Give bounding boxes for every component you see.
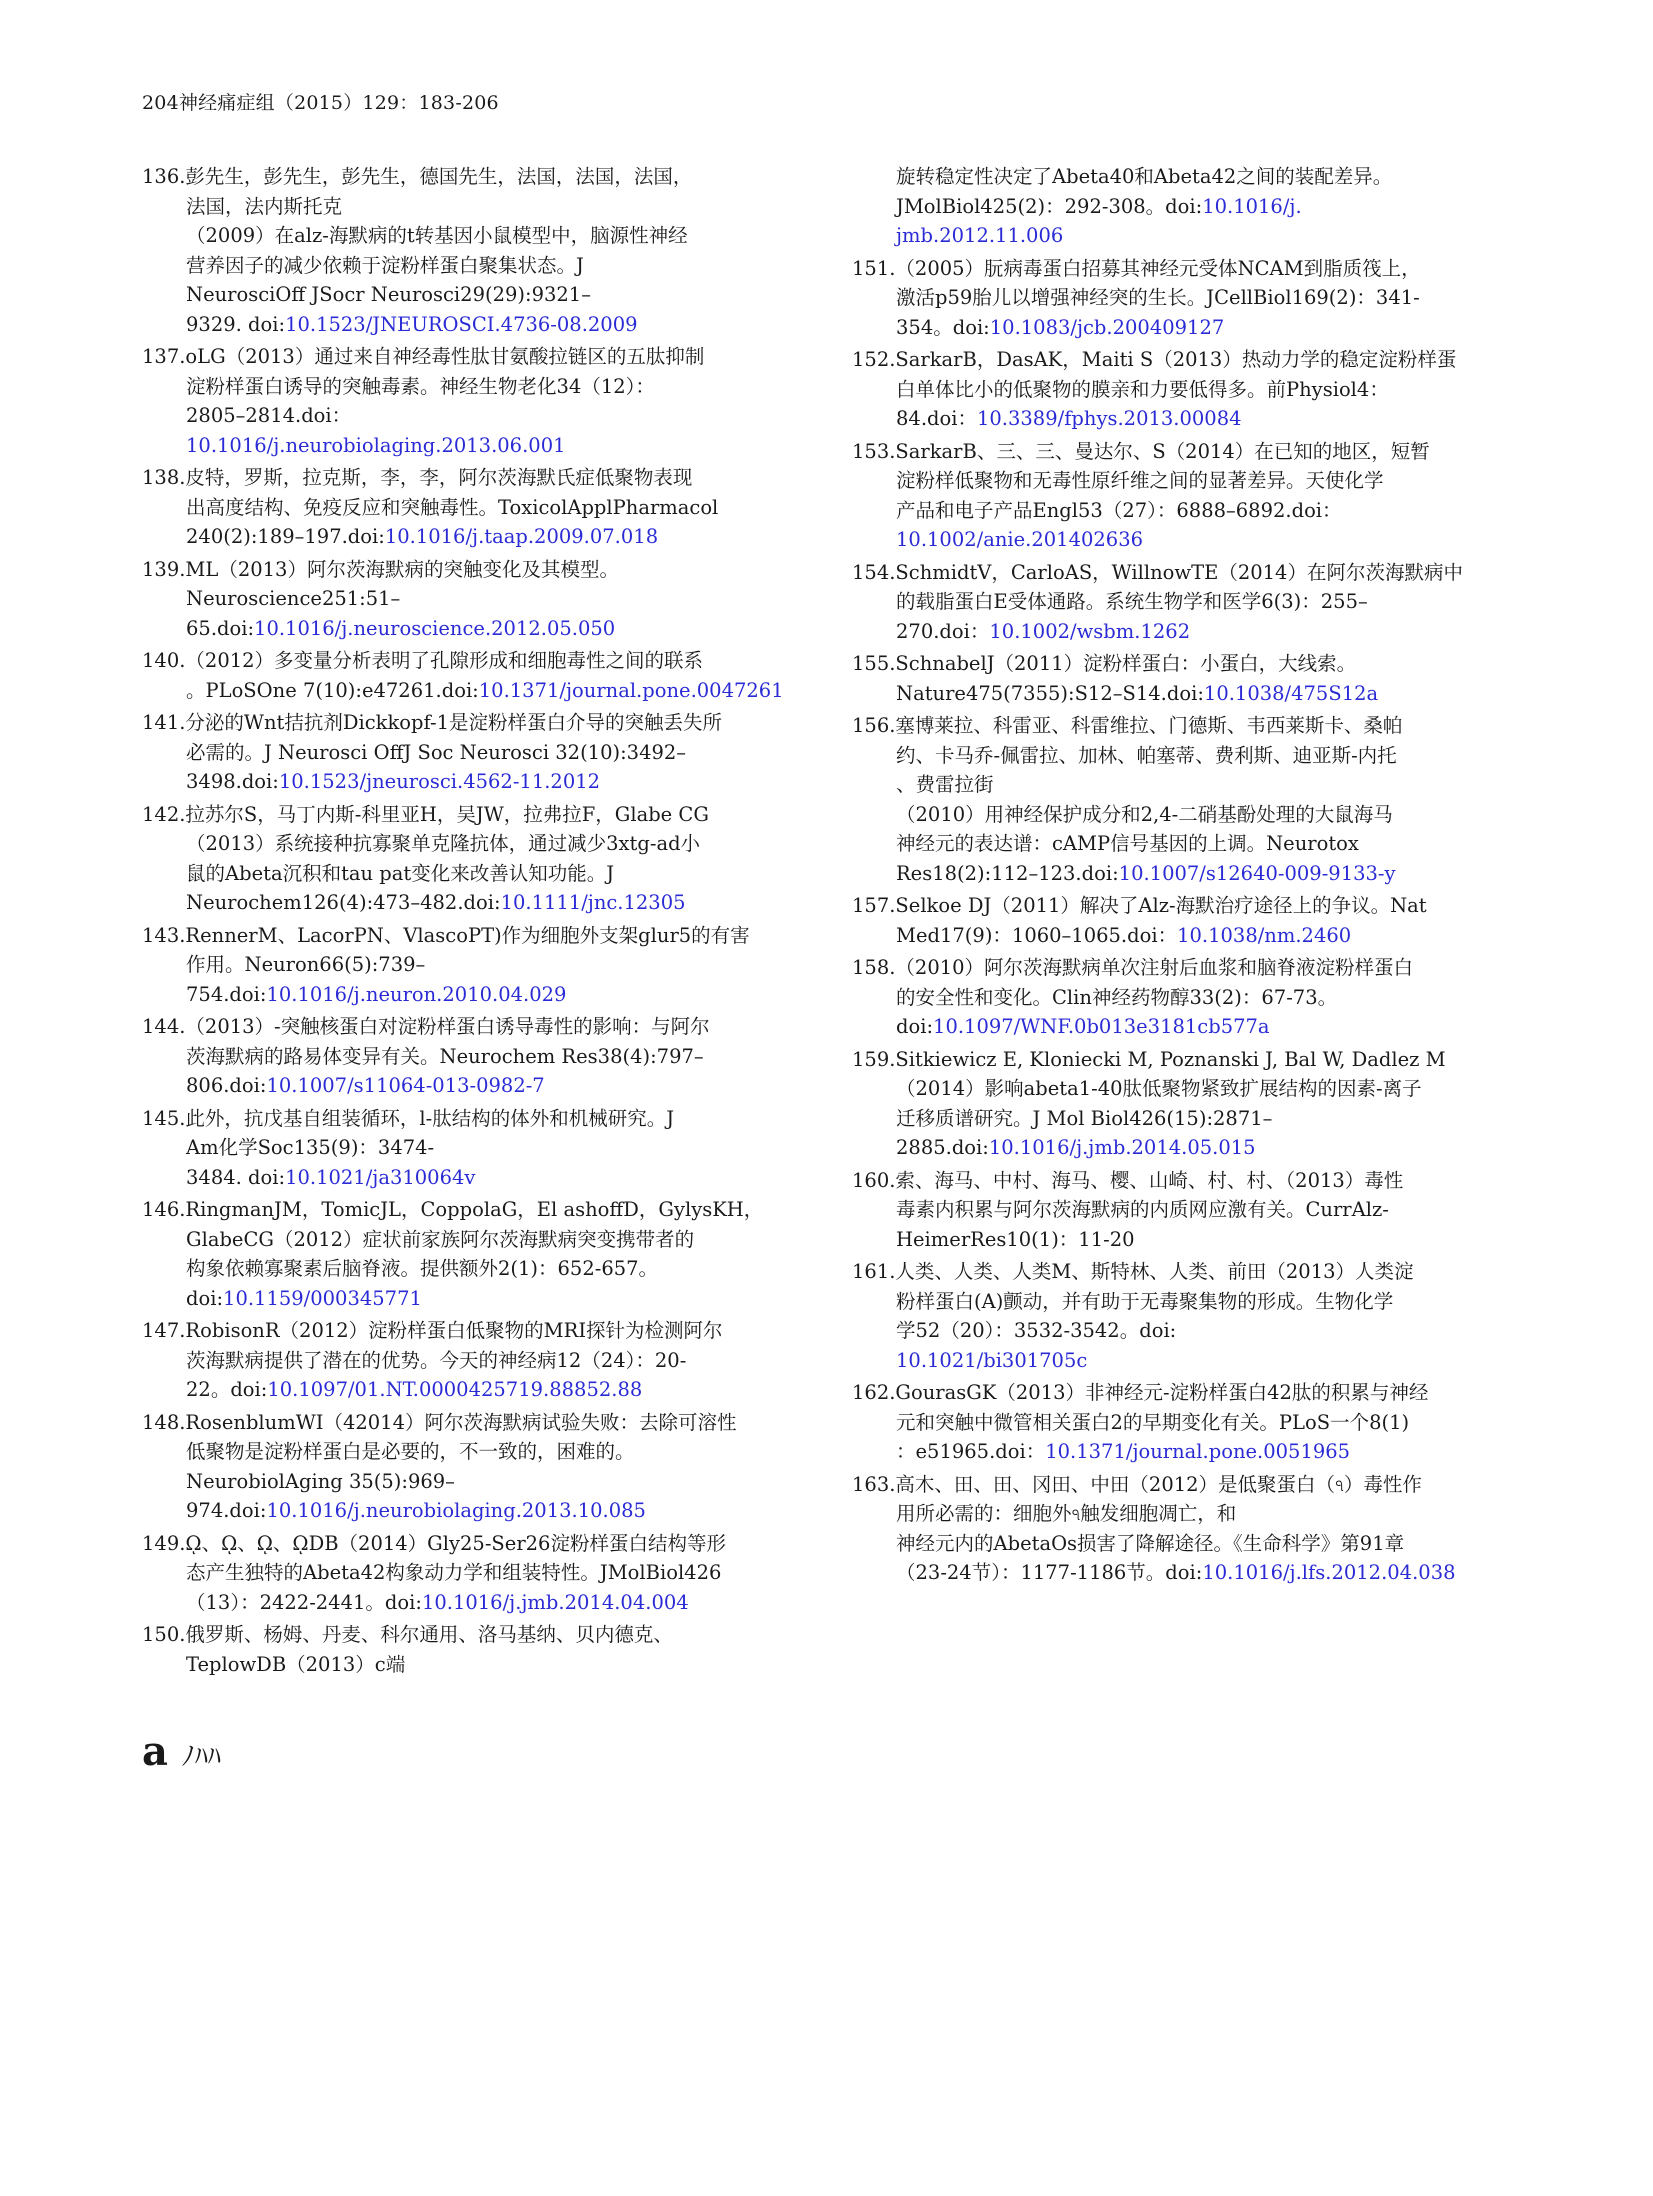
doi-link[interactable]: 10.1016/j.	[1202, 194, 1302, 218]
reference-text: 806.doi:	[186, 1074, 267, 1097]
doi-link[interactable]: 10.1007/s11064-013-0982-7	[266, 1074, 545, 1097]
reference-text: 白单体比小的低聚物的膜亲和力要低得多。前Physiol4：	[896, 377, 1389, 401]
reference-text: 9329. doi:	[186, 312, 286, 336]
doi-link[interactable]: 10.1016/j.neurobiolaging.2013.06.001	[186, 433, 566, 457]
reference-text: 元和突触中微管相关蛋白2的早期变化有关。PLoS一个8(1)	[896, 1410, 1410, 1434]
reference-text: 激活p59胎儿以增强神经突的生长。JCellBiol169(2)：341-	[896, 286, 1420, 309]
reference-number: 151.	[852, 256, 896, 280]
reference-line	[142, 1042, 802, 1072]
reference-text: 粉样蛋白(A)颤动，并有助于无毒聚集物的形成。生物化学	[896, 1289, 1394, 1313]
doi-link[interactable]: 10.1016/j.neuron.2010.04.029	[266, 982, 567, 1006]
reference-text: 高木、田、田、冈田、中田（2012）是低聚蛋白（ঀ）毒性作	[895, 1472, 1422, 1496]
reference-doi-line	[142, 676, 802, 706]
reference-text: （2010）阿尔茨海默病单次注射后血浆和脑脊液淀粉样蛋白	[895, 956, 1414, 979]
reference-text: 学52（20）：3532-3542。doi:	[896, 1319, 1177, 1342]
reference-doi-line	[142, 1375, 802, 1405]
reference-text: 出高度结构、免疫反应和突触毒性。ToxicolApplPharmacol	[186, 495, 719, 519]
reference-line	[142, 221, 802, 251]
reference-number: 141.	[142, 711, 186, 734]
reference-doi-line	[852, 617, 1512, 647]
reference-text: NeurobiolAging 35(5):969–	[186, 1469, 455, 1493]
reference-number: 138.	[142, 466, 186, 489]
reference-text: doi:	[896, 1015, 934, 1038]
reference-doi-line	[852, 1346, 1512, 1376]
reference-doi-line	[142, 431, 802, 461]
reference-text: 、费雷拉街	[896, 773, 994, 796]
reference-line	[142, 463, 802, 493]
reference-text: 产品和电子产品Engl53（27）：6888–6892.doi：	[896, 498, 1342, 522]
reference-number: 146.	[142, 1198, 186, 1221]
reference-doi-line	[142, 888, 802, 918]
reference-entry	[852, 1470, 1512, 1588]
reference-text: ML（2013）阿尔茨海默病的突触变化及其模型。	[185, 557, 619, 581]
reference-text: （2013）-突触核蛋白对淀粉样蛋白诱导毒性的影响：与阿尔	[185, 1015, 710, 1038]
reference-number: 147.	[142, 1319, 186, 1342]
reference-entry	[142, 1012, 802, 1101]
reference-text: 2805–2814.doi：	[186, 404, 352, 427]
reference-number: 140.	[142, 649, 186, 672]
reference-doi-line	[852, 1437, 1512, 1467]
reference-text: doi:	[186, 1286, 224, 1310]
reference-line	[142, 829, 802, 859]
doi-link[interactable]: 10.1371/journal.pone.0051965	[1045, 1440, 1351, 1463]
reference-entry	[852, 345, 1512, 434]
reference-line	[142, 1104, 802, 1134]
reference-text: oLG（2013）通过来自神经毒性肽甘氨酸拉链区的五肽抑制	[185, 345, 705, 368]
reference-doi-line	[852, 859, 1512, 889]
reference-text: 塞博莱拉、科雷亚、科雷维拉、门德斯、韦西莱斯卡、桑帕	[895, 714, 1403, 737]
reference-text: 索、海马、中村、海马、樱、山崎、村、村、（2013）毒性	[895, 1168, 1404, 1192]
reference-text: NeurosciOff JSocr Neurosci29(29):9321–	[186, 283, 591, 306]
reference-text: RennerM、LacorPN、VlascoPT)作为细胞外支架glur5的有害	[185, 923, 750, 947]
reference-entry	[142, 1195, 802, 1313]
reference-entry	[142, 162, 802, 339]
reference-text: 淀粉样低聚物和无毒性原纤维之间的显著差异。天使化学	[896, 469, 1384, 492]
reference-line	[852, 1225, 1512, 1255]
reference-doi-line	[142, 1496, 802, 1526]
reference-text: （2010）用神经保护成分和2,4-二硝基酚处理的大鼠海马	[896, 802, 1393, 826]
doi-link[interactable]: 10.1159/000345771	[223, 1286, 422, 1310]
reference-line	[852, 1074, 1512, 1104]
doi-link[interactable]: 10.3389/fphys.2013.00084	[976, 407, 1242, 430]
reference-line	[852, 741, 1512, 771]
reference-line	[142, 1437, 802, 1467]
reference-entry	[142, 1529, 802, 1618]
reference-text: 低聚物是淀粉样蛋白是必要的，不一致的，困难的。	[186, 1440, 635, 1463]
reference-doi-line	[852, 1133, 1512, 1163]
reference-entry	[852, 1045, 1512, 1163]
doi-link[interactable]: 10.1097/01.NT.0000425719.88852.88	[267, 1378, 643, 1401]
reference-text: 354。doi:	[896, 315, 990, 339]
reference-line	[142, 1254, 802, 1284]
reference-doi-line	[142, 1071, 802, 1101]
reference-number: 150.	[142, 1623, 186, 1646]
doi-link[interactable]: 10.1371/journal.pone.0047261	[478, 678, 784, 702]
reference-doi-line	[852, 192, 1512, 222]
reference-line	[142, 1408, 802, 1438]
reference-text: GlabeCG（2012）症状前家族阿尔茨海默病突变携带者的	[186, 1227, 695, 1251]
reference-doi-line	[142, 1284, 802, 1314]
reference-line	[142, 1195, 802, 1225]
reference-doi-line	[142, 522, 802, 552]
reference-line	[852, 162, 1512, 192]
reference-text: 淀粉样蛋白诱导的突触毒素。神经生物老化34（12）：	[186, 374, 655, 398]
reference-text: （13）：2422-2441。doi:	[186, 1590, 422, 1614]
doi-link[interactable]: 10.1111/jnc.12305	[500, 891, 686, 914]
reference-number: 148.	[142, 1410, 186, 1434]
reference-entry	[142, 800, 802, 918]
doi-link[interactable]: 10.1016/j.lfs.2012.04.038	[1202, 1561, 1456, 1584]
reference-text: 84.doi：	[896, 407, 977, 430]
reference-text: Am化学Soc135(9)：3474-	[186, 1136, 435, 1159]
reference-line	[852, 1195, 1512, 1225]
doi-link[interactable]: 10.1007/s12640-009-9133-y	[1118, 861, 1396, 885]
reference-line	[142, 1316, 802, 1346]
reference-text: 俄罗斯、杨姆、丹麦、科尔通用、洛马基纳、贝内德克、	[185, 1623, 673, 1646]
reference-line	[142, 1620, 802, 1650]
reference-text: 270.doi：	[896, 619, 990, 643]
reference-text: 754.doi:	[186, 982, 267, 1006]
reference-number: 159.	[852, 1047, 896, 1071]
reference-entry	[142, 555, 802, 644]
reference-line	[852, 649, 1512, 679]
reference-text: 约、卡马乔-佩雷拉、加林、帕塞蒂、费利斯、迪亚斯-内托	[896, 743, 1397, 767]
reference-text: 神经元内的AbetaOs损害了降解途径。《生命科学》第91章	[896, 1531, 1405, 1555]
reference-doi-line	[852, 313, 1512, 343]
reference-line	[142, 859, 802, 889]
reference-text: 神经元的表达谱：cAMP信号基因的上调。Neurotox	[896, 832, 1359, 855]
doi-link[interactable]: 10.1523/jneurosci.4562-11.2012	[278, 770, 601, 793]
reference-line	[142, 280, 802, 310]
reference-doi-line	[142, 767, 802, 797]
reference-number: 155.	[852, 652, 896, 675]
reference-text: SchnabelJ（2011）淀粉样蛋白：小蛋白，大线索。	[895, 652, 1357, 675]
reference-text: Selkoe DJ（2011）解决了Alz-海默治疗途径上的争议。Nat	[895, 894, 1427, 917]
reference-text: TeplowDB（2013）c端	[186, 1652, 406, 1676]
reference-entry	[852, 891, 1512, 950]
doi-link[interactable]: 10.1016/j.neuroscience.2012.05.050	[254, 616, 616, 640]
reference-number: 143.	[142, 923, 186, 947]
left-column	[142, 162, 802, 1682]
doi-link[interactable]: 10.1016/j.jmb.2014.05.015	[988, 1136, 1256, 1159]
reference-line	[852, 587, 1512, 617]
reference-line	[142, 1529, 802, 1559]
reference-text: 974.doi:	[186, 1499, 267, 1522]
reference-text: 240(2):189–197.doi:	[186, 525, 385, 548]
reference-line	[852, 283, 1512, 313]
reference-line	[852, 1287, 1512, 1317]
reference-entry	[142, 646, 802, 705]
reference-number: 163.	[852, 1472, 896, 1496]
reference-text: Neuroscience251:51–	[186, 587, 401, 610]
right-column	[852, 162, 1512, 1591]
reference-line	[142, 1133, 802, 1163]
reference-text: （2013）系统接种抗寡聚单克隆抗体，通过减少3xtg-ad小	[186, 832, 701, 855]
reference-text: 迁移质谱研究。J Mol Biol426(15):2871–	[896, 1106, 1273, 1130]
reference-text: （2005）朊病毒蛋白招募其神经元受体NCAM到脂质筏上，	[895, 256, 1421, 280]
reference-number: 145.	[142, 1106, 186, 1130]
reference-text: （2014）影响abeta1-40肽低聚物紧致扩展结构的因素-离子	[896, 1077, 1422, 1100]
reference-number: 158.	[852, 956, 896, 979]
reference-text: 法国，法内斯托克	[186, 194, 343, 218]
reference-number: 142.	[142, 802, 186, 826]
doi-link[interactable]: jmb.2012.11.006	[896, 224, 1064, 247]
doi-link[interactable]: 10.1021/ja310064v	[285, 1165, 476, 1189]
reference-text: Sitkiewicz E, Kloniecki M, Poznanski J, Bal W, Dadlez M	[895, 1047, 1446, 1071]
reference-line	[142, 493, 802, 523]
bottom-artifact	[142, 1728, 221, 1775]
reference-line	[142, 372, 802, 402]
reference-entry	[852, 437, 1512, 555]
reference-line	[852, 711, 1512, 741]
reference-number: 152.	[852, 348, 896, 371]
reference-line	[852, 254, 1512, 284]
reference-text: Res18(2):112–123.doi:	[896, 861, 1119, 885]
reference-number: 162.	[852, 1381, 896, 1404]
reference-text: 。PLoSOne 7(10):e47261.doi:	[186, 678, 479, 702]
doi-link[interactable]: 10.1016/j.taap.2009.07.018	[384, 525, 659, 548]
reference-line	[142, 555, 802, 585]
reference-text: Nature475(7355):S12–S14.doi:	[896, 681, 1204, 705]
reference-text: 此外，抗戊基自组装循环，l-肽结构的体外和机械研究。J	[185, 1106, 675, 1130]
reference-entry	[852, 649, 1512, 708]
reference-entry	[142, 1316, 802, 1405]
running-header: 204神经痛症组（2015）129：183-206	[142, 92, 499, 114]
reference-text: 旋转稳定性决定了Abeta40和Abeta42之间的装配差异。	[896, 165, 1393, 188]
reference-text: 必需的。J Neurosci OffJ Soc Neurosci 32(10):3492–	[186, 740, 687, 764]
reference-line	[852, 953, 1512, 983]
reference-line	[142, 1650, 802, 1680]
reference-line	[142, 342, 802, 372]
reference-number: 156.	[852, 714, 896, 737]
reference-line	[852, 375, 1512, 405]
reference-text: 作用。Neuron66(5):739–	[186, 953, 426, 976]
reference-text: 的安全性和变化。Clin神经药物醇33(2)：67-73。	[896, 985, 1338, 1009]
doi-link[interactable]: 10.1016/j.jmb.2014.04.004	[421, 1590, 689, 1614]
reference-text: 彭先生，彭先生，彭先生，德国先生，法国，法国，法国，	[185, 165, 693, 188]
reference-text: SchmidtV，CarloAS，WillnowTE（2014）在阿尔茨海默病中	[895, 560, 1463, 584]
reference-line	[142, 584, 802, 614]
doi-link[interactable]: 10.1021/bi301705c	[896, 1348, 1088, 1372]
reference-line	[142, 1225, 802, 1255]
reference-line	[142, 950, 802, 980]
reference-text: 拉苏尔S，马丁内斯-科里亚H，吴JW，拉弗拉F，Glabe CG	[185, 802, 709, 826]
reference-entry	[852, 254, 1512, 343]
reference-doi-line	[852, 404, 1512, 434]
reference-line	[142, 738, 802, 768]
reference-line	[142, 401, 802, 431]
reference-line	[852, 1378, 1512, 1408]
reference-doi-line	[142, 614, 802, 644]
reference-text: 65.doi:	[186, 616, 255, 640]
reference-text: HeimerRes10(1)：11-20	[896, 1227, 1135, 1251]
reference-line	[852, 558, 1512, 588]
reference-text: ：e51965.doi：	[896, 1440, 1046, 1463]
reference-text: 3484. doi:	[186, 1165, 286, 1189]
reference-entry	[142, 342, 802, 460]
doi-link[interactable]: 10.1038/475S12a	[1203, 681, 1379, 705]
doi-link[interactable]: 10.1523/JNEUROSCI.4736-08.2009	[285, 312, 638, 336]
reference-line	[852, 829, 1512, 859]
reference-line	[142, 1558, 802, 1588]
reference-doi-line	[852, 1558, 1512, 1588]
reference-number: 157.	[852, 894, 896, 917]
reference-line	[852, 1045, 1512, 1075]
reference-entry	[142, 708, 802, 797]
reference-text: 人类、人类、人类M、斯特林、人类、前田（2013）人类淀	[895, 1260, 1414, 1283]
reference-text: （2009）在alz-海默病的t转基因小鼠模型中，脑源性神经	[186, 224, 688, 247]
reference-text: （2012）多变量分析表明了孔隙形成和细胞毒性之间的联系	[185, 649, 704, 672]
reference-entry	[142, 921, 802, 1010]
reference-text: 3498.doi:	[186, 770, 279, 793]
reference-entry	[852, 162, 1512, 251]
reference-entry	[852, 953, 1512, 1042]
doi-link[interactable]: 10.1016/j.neurobiolaging.2013.10.085	[266, 1499, 646, 1522]
reference-text: 分泌的Wnt拮抗剂Dickkopf-1是淀粉样蛋白介导的突触丢失所	[185, 711, 723, 734]
reference-line	[142, 192, 802, 222]
reference-number: 161.	[852, 1260, 896, 1283]
reference-line	[852, 1408, 1512, 1438]
reference-doi-line	[852, 525, 1512, 555]
reference-doi-line	[142, 980, 802, 1010]
reference-line	[142, 162, 802, 192]
reference-entry	[852, 1257, 1512, 1375]
doi-link[interactable]: 10.1038/nm.2460	[1177, 923, 1352, 947]
reference-text: SarkarB，DasAK，Maiti S（2013）热动力学的稳定淀粉样蛋	[895, 348, 1457, 371]
reference-entry	[852, 711, 1512, 888]
reference-line	[142, 1012, 802, 1042]
reference-doi-line	[852, 1529, 1512, 1559]
reference-text: 22。doi:	[186, 1378, 268, 1401]
reference-text: JMolBiol425(2)：292-308。doi:	[896, 194, 1203, 218]
reference-entry	[852, 558, 1512, 647]
reference-entry	[852, 1166, 1512, 1255]
reference-entry	[142, 1408, 802, 1526]
reference-text: Neurochem126(4):473–482.doi:	[186, 891, 501, 914]
reference-text: 营养因子的减少依赖于淀粉样蛋白聚集状态。J	[186, 253, 584, 277]
reference-line	[852, 437, 1512, 467]
reference-text: 毒素内积累与阿尔茨海默病的内质网应激有关。CurrAlz-	[896, 1198, 1389, 1221]
reference-line	[852, 1470, 1512, 1500]
reference-number: 137.	[142, 345, 186, 368]
reference-line	[142, 251, 802, 281]
reference-text: 茨海默病提供了潜在的优势。今天的神经病12（24）：20-	[186, 1348, 687, 1372]
reference-line	[852, 891, 1512, 921]
reference-text: RosenblumWI（42014）阿尔茨海默病试验失败：去除可溶性	[185, 1410, 737, 1434]
reference-text: GourasGK（2013）非神经元-淀粉样蛋白42肽的积累与神经	[895, 1381, 1429, 1404]
reference-line	[142, 1346, 802, 1376]
reference-line	[852, 466, 1512, 496]
reference-line	[142, 921, 802, 951]
bottom-artifact-small: ﾉﾊﾊ	[181, 1742, 221, 1772]
reference-doi-line	[852, 679, 1512, 709]
reference-doi-line	[142, 310, 802, 340]
reference-text: Med17(9)：1060–1065.doi：	[896, 923, 1178, 947]
reference-text: 2885.doi:	[896, 1136, 989, 1159]
reference-doi-line	[142, 1588, 802, 1618]
reference-line	[142, 800, 802, 830]
reference-text: 皮特，罗斯，拉克斯，李，李，阿尔茨海默氏症低聚物表现	[185, 466, 693, 489]
reference-line	[852, 1166, 1512, 1196]
reference-number: 139.	[142, 557, 186, 581]
reference-entry	[142, 463, 802, 552]
reference-doi-line	[852, 221, 1512, 251]
reference-entry	[142, 1620, 802, 1679]
reference-text: SarkarB、三、三、曼达尔、S（2014）在已知的地区，短暂	[895, 439, 1430, 463]
reference-doi-line	[852, 1012, 1512, 1042]
reference-text: 鼠的Abeta沉积和tau pat变化来改善认知功能。J	[186, 861, 615, 885]
reference-text: RingmanJM，TomicJL，CoppolaG，El ashoffD，GylysKH，	[185, 1198, 764, 1221]
reference-doi-line	[142, 1163, 802, 1193]
reference-number: 149.	[142, 1531, 186, 1555]
reference-text: （23-24节）：1177-1186节。doi:	[896, 1561, 1203, 1584]
doi-link[interactable]: 10.1097/WNF.0b013e3181cb577a	[933, 1015, 1270, 1038]
reference-text: 用所必需的：细胞外ঀ触发细胞凋亡，和	[896, 1502, 1237, 1525]
reference-text: ῼ、ῼ、ῼ、ῼDB（2014）Gly25-Ser26淀粉样蛋白结构等形	[185, 1531, 726, 1555]
reference-line	[852, 1316, 1512, 1346]
reference-entry	[852, 1378, 1512, 1467]
doi-link[interactable]: 10.1002/anie.201402636	[896, 528, 1144, 551]
reference-number: 153.	[852, 439, 896, 463]
reference-text: 态产生独特的Abeta42构象动力学和组装特性。JMolBiol426	[186, 1561, 722, 1584]
reference-text: RobisonR（2012）淀粉样蛋白低聚物的MRI探针为检测阿尔	[185, 1319, 723, 1342]
doi-link[interactable]: 10.1002/wsbm.1262	[989, 619, 1191, 643]
reference-number: 154.	[852, 560, 896, 584]
reference-number: 136.	[142, 165, 186, 188]
reference-line	[852, 345, 1512, 375]
reference-number: 160.	[852, 1168, 896, 1192]
reference-line	[142, 646, 802, 676]
reference-line	[852, 1104, 1512, 1134]
reference-line	[852, 983, 1512, 1013]
reference-line	[852, 800, 1512, 830]
doi-link[interactable]: 10.1083/jcb.200409127	[989, 315, 1225, 339]
reference-line	[142, 1467, 802, 1497]
reference-number: 144.	[142, 1015, 186, 1038]
reference-text: 茨海默病的路易体变异有关。Neurochem Res38(4):797–	[186, 1044, 704, 1068]
reference-line	[852, 770, 1512, 800]
reference-line	[852, 1499, 1512, 1529]
reference-line	[142, 708, 802, 738]
reference-text: 的载脂蛋白E受体通路。系统生物学和医学6(3)：255–	[896, 590, 1368, 613]
bottom-artifact-big: a	[142, 1728, 168, 1775]
reference-doi-line	[852, 921, 1512, 951]
reference-entry	[142, 1104, 802, 1193]
reference-text: 构象依赖寡聚素后脑脊液。提供额外2(1)：652-657。	[186, 1257, 659, 1280]
reference-line	[852, 1257, 1512, 1287]
reference-line	[852, 496, 1512, 526]
